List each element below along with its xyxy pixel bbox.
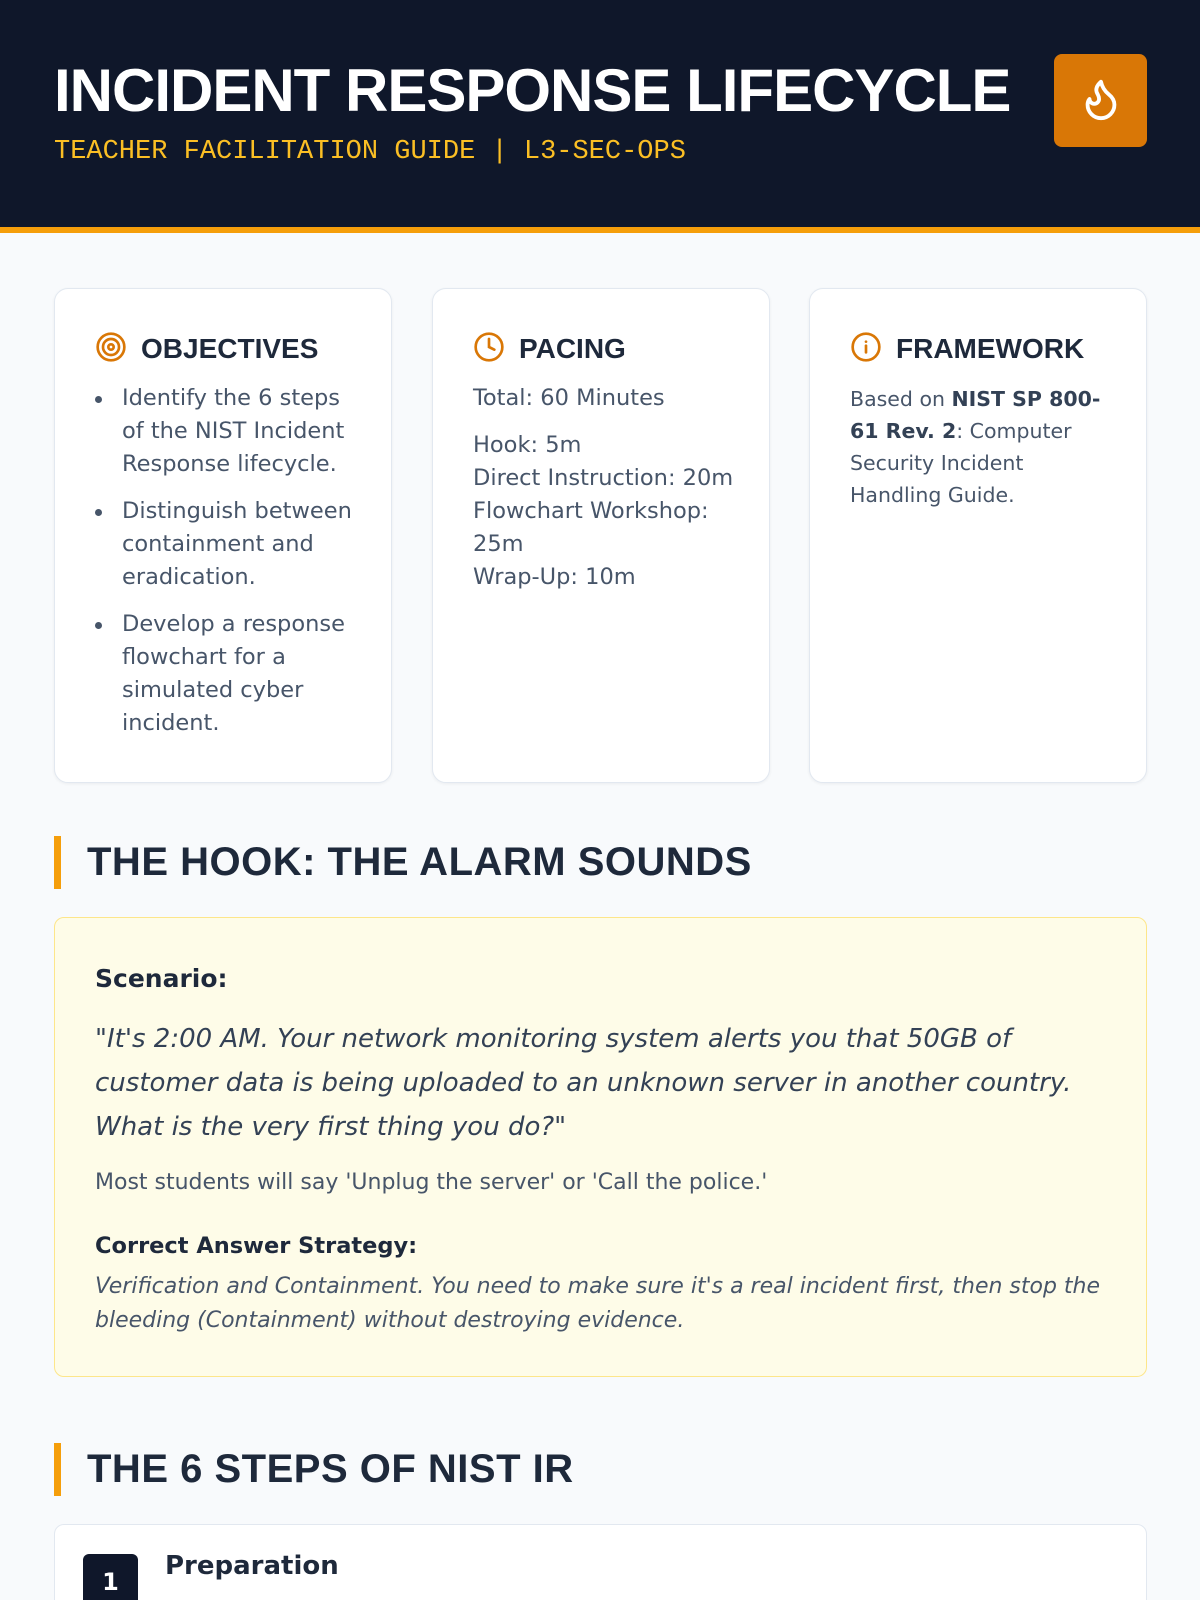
section-accent-bar bbox=[54, 836, 61, 889]
hook-heading: THE HOOK: THE ALARM SOUNDS bbox=[87, 840, 752, 884]
framework-text bbox=[850, 383, 1120, 511]
info-icon bbox=[850, 331, 882, 367]
objectives-list bbox=[93, 382, 363, 754]
framework-reference: NIST SP 800-61 Rev. 2 bbox=[850, 387, 1101, 443]
scenario-quote: "It's 2:00 AM. Your network monitoring system alerts you that 50GB of customer data is being uploaded to an unknown server in another country. What is the very first thing you do?" bbox=[95, 1024, 1072, 1142]
target-icon bbox=[95, 331, 127, 367]
objectives-title: OBJECTIVES bbox=[141, 333, 319, 364]
pacing-title: PACING bbox=[519, 333, 626, 364]
objectives-header bbox=[95, 331, 318, 367]
pacing-item: Flowchart Workshop: 25m bbox=[473, 498, 709, 557]
page-subtitle: TEACHER FACILITATION GUIDE | L3-SEC-OPS bbox=[54, 137, 686, 167]
pacing-header bbox=[473, 331, 626, 367]
framework-prefix: Based on bbox=[850, 387, 952, 411]
list-item: Distinguish between containment and eradication. bbox=[93, 495, 363, 594]
list-item: Develop a response flowchart for a simulated cyber incident. bbox=[93, 608, 363, 740]
pacing-card bbox=[432, 288, 770, 783]
framework-suffix: : Computer Security Incident Handling Guide. bbox=[850, 419, 1072, 507]
framework-title: FRAMEWORK bbox=[896, 333, 1085, 364]
scenario-box bbox=[54, 917, 1147, 1377]
pacing-list bbox=[473, 429, 743, 594]
fire-icon bbox=[1078, 74, 1124, 128]
framework-header bbox=[850, 331, 1084, 367]
framework-card bbox=[809, 288, 1147, 783]
pacing-total: Total: 60 Minutes bbox=[473, 385, 665, 411]
steps-heading: THE 6 STEPS OF NIST IR bbox=[87, 1447, 574, 1491]
scenario-label: Scenario: bbox=[95, 964, 228, 993]
pacing-item: Direct Instruction: 20m bbox=[473, 465, 734, 491]
pacing-item: Wrap-Up: 10m bbox=[473, 564, 636, 590]
hook-section-heading bbox=[54, 836, 752, 889]
page-header bbox=[0, 0, 1200, 233]
page-title: INCIDENT RESPONSE LIFECYCLE bbox=[54, 57, 1011, 124]
section-accent-bar bbox=[54, 1443, 61, 1496]
fire-icon-badge bbox=[1054, 54, 1147, 147]
step-title: Preparation bbox=[165, 1551, 339, 1581]
student-response-note: Most students will say 'Unplug the server' or 'Call the police.' bbox=[95, 1170, 768, 1195]
step-number: 1 bbox=[83, 1554, 138, 1600]
step-card bbox=[54, 1524, 1147, 1600]
pacing-item: Hook: 5m bbox=[473, 432, 582, 458]
answer-label: Correct Answer Strategy: bbox=[95, 1233, 418, 1259]
list-item: Identify the 6 steps of the NIST Incident Response lifecycle. bbox=[93, 382, 363, 481]
answer-text: Verification and Containment. You need to make sure it's a real incident first, then stop the bleeding (Containment) without destroying evidence. bbox=[95, 1274, 1101, 1333]
objectives-card bbox=[54, 288, 392, 783]
clock-icon bbox=[473, 331, 505, 367]
steps-section-heading bbox=[54, 1443, 574, 1496]
